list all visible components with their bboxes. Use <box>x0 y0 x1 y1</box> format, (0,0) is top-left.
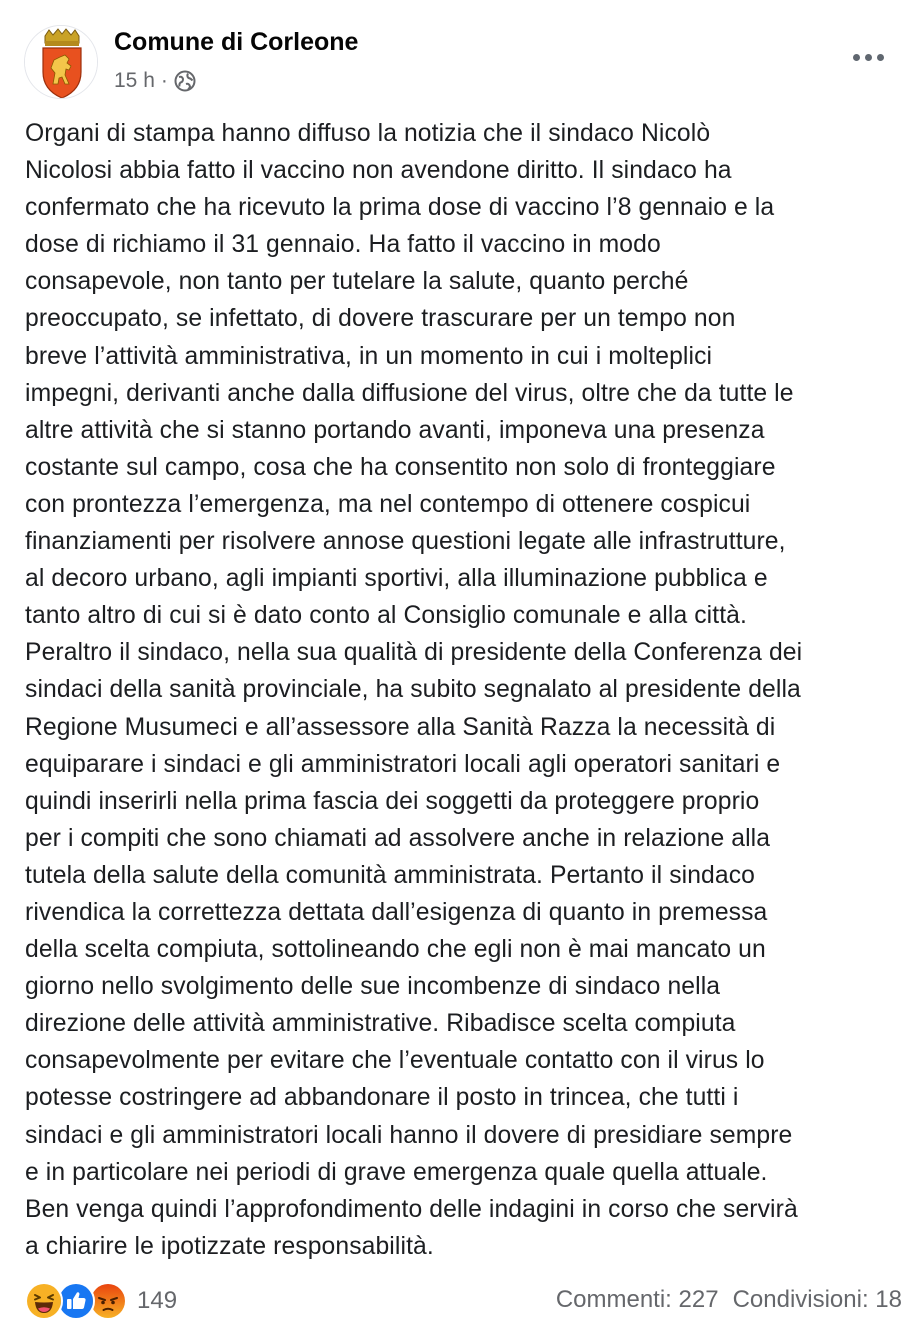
post-time[interactable]: 15 h <box>114 69 155 92</box>
page-avatar[interactable] <box>24 25 98 99</box>
post-stats <box>556 1286 902 1314</box>
meta-separator: · <box>160 69 168 92</box>
shares-count-link[interactable]: Condivisioni: 18 <box>732 1286 902 1313</box>
post-text: Organi di stampa hanno diffuso la notizia che il sindaco Nicolò Nicolosi abbia fatto il vaccino non avendone diritto. Il sindaco ha confermato che ha ricevuto la prima dose di vaccino l’8 gennaio e la dose di richiamo il 31 gennaio. Ha fatto il vaccino in modo consapevole, non tanto per tutelare la salute, quanto perché preoccupato, se infettato, di dovere trascurare per un tempo non breve l’attività amministrativa, in un momento in cui i molteplici impegni, derivanti anche dalla diffusione del virus, oltre che da tutte le altre attività che si stanno portando avanti, imponeva una presenza costante sul campo, cosa che ha consentito non solo di fronteggiare con prontezza l’emergenza, ma nel contempo di ottenere cospicui finanziamenti per risolvere annose questioni legate alle infrastrutture, al decoro urbano, agli impianti sportivi, alla illuminazione pubblica e tanto altro di cui si è dato conto al Consiglio comunale e alla città. Peraltro il sindaco, nella sua qualità di presidente della Conferenza dei sindaci della sanità provinciale, ha subito segnalato al presidente della Regione Musumeci e all’assessore alla Sanità Razza la necessità di equiparare i sindaci e gli amministratori locali agli operatori sanitari e quindi inserirli nella prima fascia dei soggetti da proteggere proprio per i compiti che sono chiamati ad assolvere anche in relazione alla tutela della salute della comunità amministrata. Pertanto il sindaco rivendica la correttezza dettata dall’esigenza di quanto in premessa della scelta compiuta, sottolineando che egli non è mai mancato un giorno nello svolgimento delle sue incombenze di sindaco nella direzione delle attività amministrative. Ribadisce scelta compiuta consapevolmente per evitare che l’eventuale contatto con il virus lo potesse costringere ad abbandonare il posto in trincea, che tutti i sindaci e gli amministratori locali hanno il dovere di presidiare sempre e in particolare nei periodi di grave emergenza quale quella attuale. Ben venga quindi l’approfondimento delle indagini in corso che servirà a chiarire le ipotizzate responsabilità. <box>25 120 803 1260</box>
haha-emoji-icon <box>25 1282 63 1320</box>
comments-count-link[interactable]: Commenti: 227 <box>555 1286 719 1313</box>
globe-icon[interactable] <box>174 70 196 92</box>
more-options-button[interactable] <box>846 42 890 72</box>
more-dot-icon <box>865 54 872 61</box>
post-footer <box>0 1280 918 1324</box>
post-header <box>0 0 918 110</box>
more-dot-icon <box>877 54 884 61</box>
coat-of-arms-icon <box>25 26 98 99</box>
more-dot-icon <box>853 54 860 61</box>
page-name[interactable]: Comune di Corleone <box>114 28 359 56</box>
reactions-summary[interactable] <box>25 1282 177 1320</box>
post-meta <box>114 67 196 95</box>
reaction-count: 149 <box>137 1287 178 1314</box>
